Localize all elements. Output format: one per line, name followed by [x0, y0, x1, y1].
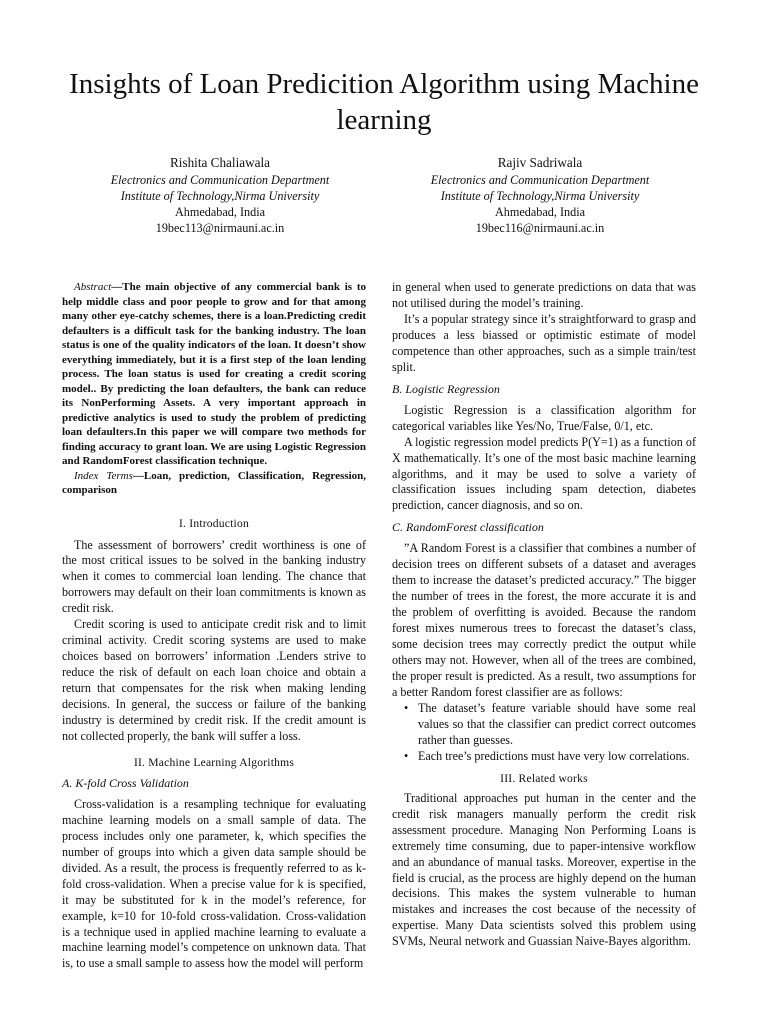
- kfold-paragraph: Cross-validation is a resampling technique for evaluating machine learning models on a small sample of data. The process includes only one parameter, k, which specifies the number of groups into which a given data sample should be divided. As a result, the process is frequently referred to as k-fold cross-validation. When a precise value for k is specified, it may be substituted for k in the model’s reference, for example, k=10 for 10-fold cross-validation. Cross-validation is a technique used in applied machine learning to evaluate a machine learning model’s competence on unknown data. That is, to use a small sample to assess how the model will perform: [62, 796, 366, 971]
- intro-paragraph: Credit scoring is used to anticipate credit risk and to limit criminal activity. Credit scoring systems are used to make choices based on borrowers’ information .Lenders strive to reduce the risk of default on each loan choice and obtain a return that compensates for the risk when making lending decisions. In general, the success or failure of the banking industry is determined by credit risk. If the credit amount is not collected properly, the bank will suffer a loss.: [62, 617, 366, 743]
- section-heading-ml: II. Machine Learning Algorithms: [133, 755, 295, 769]
- section-heading-intro: I. Introduction: [179, 516, 249, 530]
- logistic-paragraph: Logistic Regression is a classification algorithm for categorical variables like Yes/No, True/False, 0/1, etc.: [392, 402, 696, 433]
- randomforest-paragraph: ”A Random Forest is a classifier that combines a number of decision trees on different subsets of a dataset and averages them to increase the dataset’s predicted accuracy.” The bigger the number of trees in the forest, the more accurate it is and the problem of overfitting is avoided. Because the random forest mixes numerous trees to forecast the dataset’s class, some decision trees may correctly predict the output while others may not. However, when all of the trees are combined, the proper result is predicted. As a result, two assumptions for a better Random forest classifier are as follows:: [392, 541, 696, 699]
- subsection-heading-randomforest: C. RandomForest classification: [392, 520, 544, 535]
- abstract-label: Abstract: [74, 281, 112, 293]
- randomforest-bullet-list: [392, 701, 696, 765]
- related-paragraph: Traditional approaches put human in the center and the credit risk managers manually perform the credit risk assessment procedure. Managing Non Performing Loans is extremely time consuming, due to paper-intensive workflow and an abundance of manual tasks. Moreover, expertise in the field is crucial, as the process are highly depend on the human decisions. This makes the system vulnerable to human mistakes and increases the cost because of the necessity of expertise. Many Data scientists solved this problem using SVMs, Neural network and Guassian Naive-Bayes algorithm.: [392, 790, 696, 949]
- list-item: [404, 700, 696, 749]
- bullet-icon: •: [404, 748, 409, 763]
- author-institute: Institute of Technology,Nirma University: [440, 189, 640, 203]
- author-department: Electronics and Communication Department: [110, 173, 330, 187]
- bullet-text: The dataset’s feature variable should have some real values so that the classifier can predict correct outcomes rather than guesses.: [418, 700, 696, 747]
- bullet-text: Each tree’s predictions must have very low correlations.: [418, 748, 690, 763]
- abstract-text: —The main objective of any commercial bank is to help middle class and poor people to grow and for that among many other eye-catchy schemes, there is a loan.Predicting credit defaulters is a difficult task for the banking industry. The loan status is one of the quality indicators of the loan. It doesn’t show everything immediately, but it is a first step of the loan lending process. The loan status is used for creating a credit scoring model.. By predicting the loan defaulters, the bank can reduce its NonPerforming Assets. A very important approach in predictive analytics is used to study the problem of predicting loan defaulters.In this paper we will compare two methods for finding accuracy to grant loan. We are using Logistic Regression and RandomForest classification technique.: [62, 281, 366, 467]
- author-location: Ahmedabad, India: [494, 205, 586, 219]
- author-email: 19bec116@nirmauni.ac.in: [475, 221, 605, 235]
- index-terms-text: —Loan, prediction, Classification, Regression, comparison: [62, 469, 366, 496]
- section-heading-related: III. Related works: [500, 771, 588, 785]
- bullet-icon: •: [404, 700, 409, 715]
- author-block-1: [70, 154, 370, 236]
- logistic-paragraph: A logistic regression model predicts P(Y=1) as a function of X mathematically. It’s one of the most basic machine learning algorithms, and it may be used to solve a variety of classification issues including spam detection, diabetes prediction, cancer diagnosis, and so on.: [392, 434, 696, 513]
- list-item: [404, 748, 696, 765]
- author-institute: Institute of Technology,Nirma University: [120, 189, 320, 203]
- author-department: Electronics and Communication Department: [430, 173, 650, 187]
- subsection-heading-kfold: A. K-fold Cross Validation: [62, 775, 189, 790]
- author-name: Rishita Chaliawala: [170, 155, 270, 170]
- right-column: [392, 280, 696, 950]
- intro-paragraph: The assessment of borrowers’ credit worthiness is one of the most critical issues to be solved in the banking industry when it comes to commercial loan lending. The chance that borrowers may default on their loan commitments is known as credit risk.: [62, 537, 366, 616]
- author-block-2: [390, 154, 690, 236]
- abstract: [62, 280, 366, 469]
- author-email: 19bec113@nirmauni.ac.in: [155, 221, 285, 235]
- index-terms-label: Index Terms: [74, 469, 133, 482]
- author-name: Rajiv Sadriwala: [497, 155, 583, 170]
- left-column: [62, 280, 366, 972]
- author-location: Ahmedabad, India: [174, 205, 266, 219]
- subsection-heading-logistic: B. Logistic Regression: [392, 381, 500, 396]
- kfold-continuation: in general when used to generate predictions on data that was not utilised during the model’s training.: [392, 280, 696, 310]
- kfold-paragraph-2: It’s a popular strategy since it’s straightforward to grasp and produces a less biassed or optimistic estimate of model competence than other approaches, such as a simple train/test split.: [392, 311, 696, 374]
- paper-title: Insights of Loan Predicition Algorithm using Machine learning: [69, 68, 699, 136]
- index-terms: [62, 469, 366, 498]
